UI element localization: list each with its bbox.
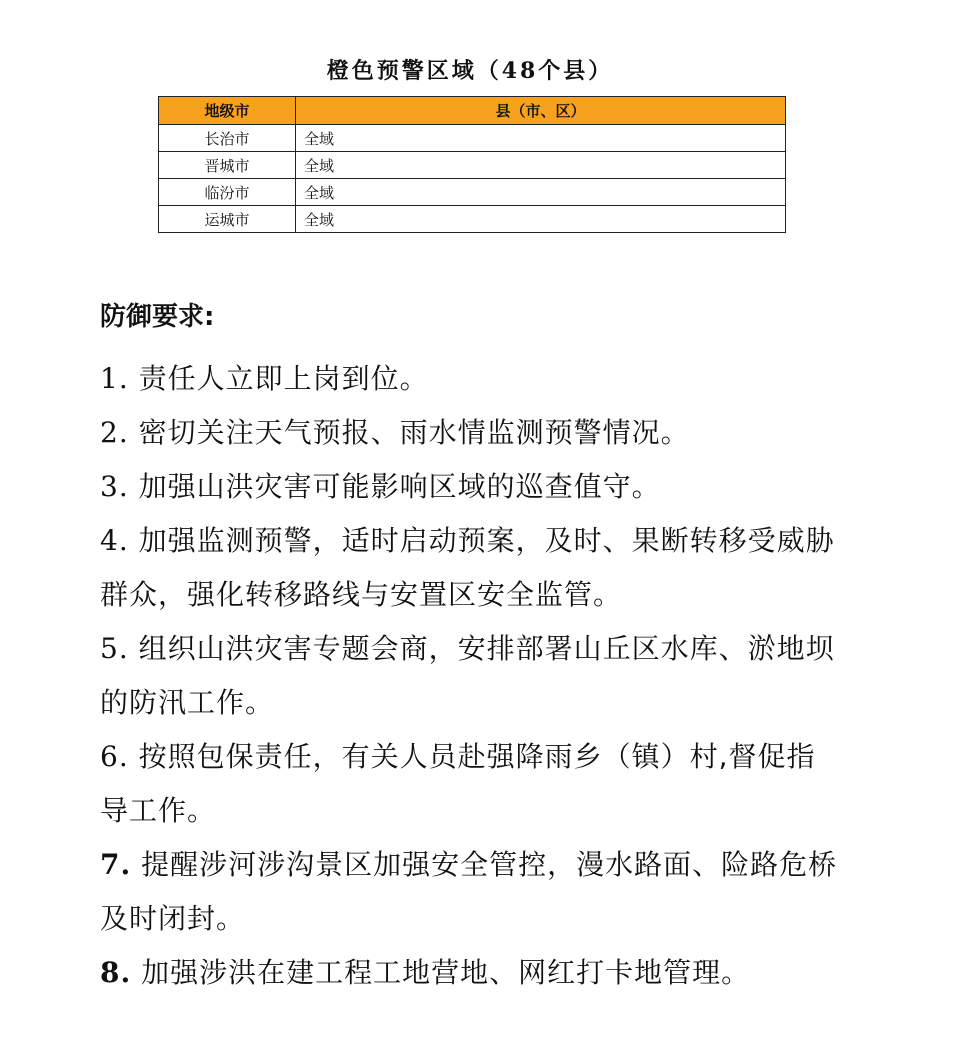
table-cell-area: 全域 bbox=[296, 152, 786, 179]
requirement-number: 2. bbox=[100, 416, 129, 449]
table-row bbox=[159, 125, 786, 152]
requirement-number: 7. bbox=[100, 848, 132, 881]
requirement-number: 3. bbox=[100, 470, 129, 503]
requirement-text: 按照包保责任，有关人员赴强降雨乡（镇）村,督促指导工作。 bbox=[100, 740, 816, 827]
requirement-item bbox=[100, 838, 840, 946]
requirement-item bbox=[100, 730, 840, 838]
requirement-item bbox=[100, 352, 840, 406]
requirement-number: 1. bbox=[100, 362, 129, 395]
requirement-item bbox=[100, 514, 840, 622]
table-cell-city: 晋城市 bbox=[159, 152, 296, 179]
column-header-county: 县（市、区） bbox=[296, 97, 786, 125]
table-title: 橙色预警区域（48个县） bbox=[326, 58, 614, 84]
requirement-text: 加强监测预警，适时启动预案，及时、果断转移受威胁群众，强化转移路线与安置区安全监管。 bbox=[100, 524, 835, 611]
requirement-number: 4. bbox=[100, 524, 129, 557]
defense-requirements bbox=[100, 296, 840, 1000]
requirement-number: 8. bbox=[100, 956, 132, 989]
requirement-text: 加强山洪灾害可能影响区域的巡查值守。 bbox=[138, 470, 661, 503]
table-header-row bbox=[159, 97, 786, 125]
table-cell-city: 运城市 bbox=[159, 206, 296, 233]
requirement-item bbox=[100, 946, 840, 1000]
table-cell-area: 全域 bbox=[296, 179, 786, 206]
requirement-number: 5. bbox=[100, 632, 129, 665]
table-row bbox=[159, 206, 786, 233]
requirement-text: 提醒涉河涉沟景区加强安全管控，漫水路面、险路危桥及时闭封。 bbox=[100, 848, 838, 935]
requirement-number: 6. bbox=[100, 740, 129, 773]
requirement-text: 组织山洪灾害专题会商，安排部署山丘区水库、淤地坝的防汛工作。 bbox=[100, 632, 835, 719]
table-row bbox=[159, 152, 786, 179]
requirement-item bbox=[100, 460, 840, 514]
requirements-heading: 防御要求: bbox=[100, 302, 215, 332]
requirement-item bbox=[100, 622, 840, 730]
requirement-text: 加强涉洪在建工程工地营地、网红打卡地管理。 bbox=[141, 956, 751, 989]
column-header-city: 地级市 bbox=[159, 97, 296, 125]
table-cell-area: 全域 bbox=[296, 206, 786, 233]
requirement-item bbox=[100, 406, 840, 460]
table-row bbox=[159, 179, 786, 206]
requirement-text: 密切关注天气预报、雨水情监测预警情况。 bbox=[138, 416, 690, 449]
table-cell-area: 全域 bbox=[296, 125, 786, 152]
table-cell-city: 临汾市 bbox=[159, 179, 296, 206]
table-cell-city: 长治市 bbox=[159, 125, 296, 152]
warning-area-table bbox=[158, 96, 786, 233]
requirement-text: 责任人立即上岗到位。 bbox=[138, 362, 429, 395]
